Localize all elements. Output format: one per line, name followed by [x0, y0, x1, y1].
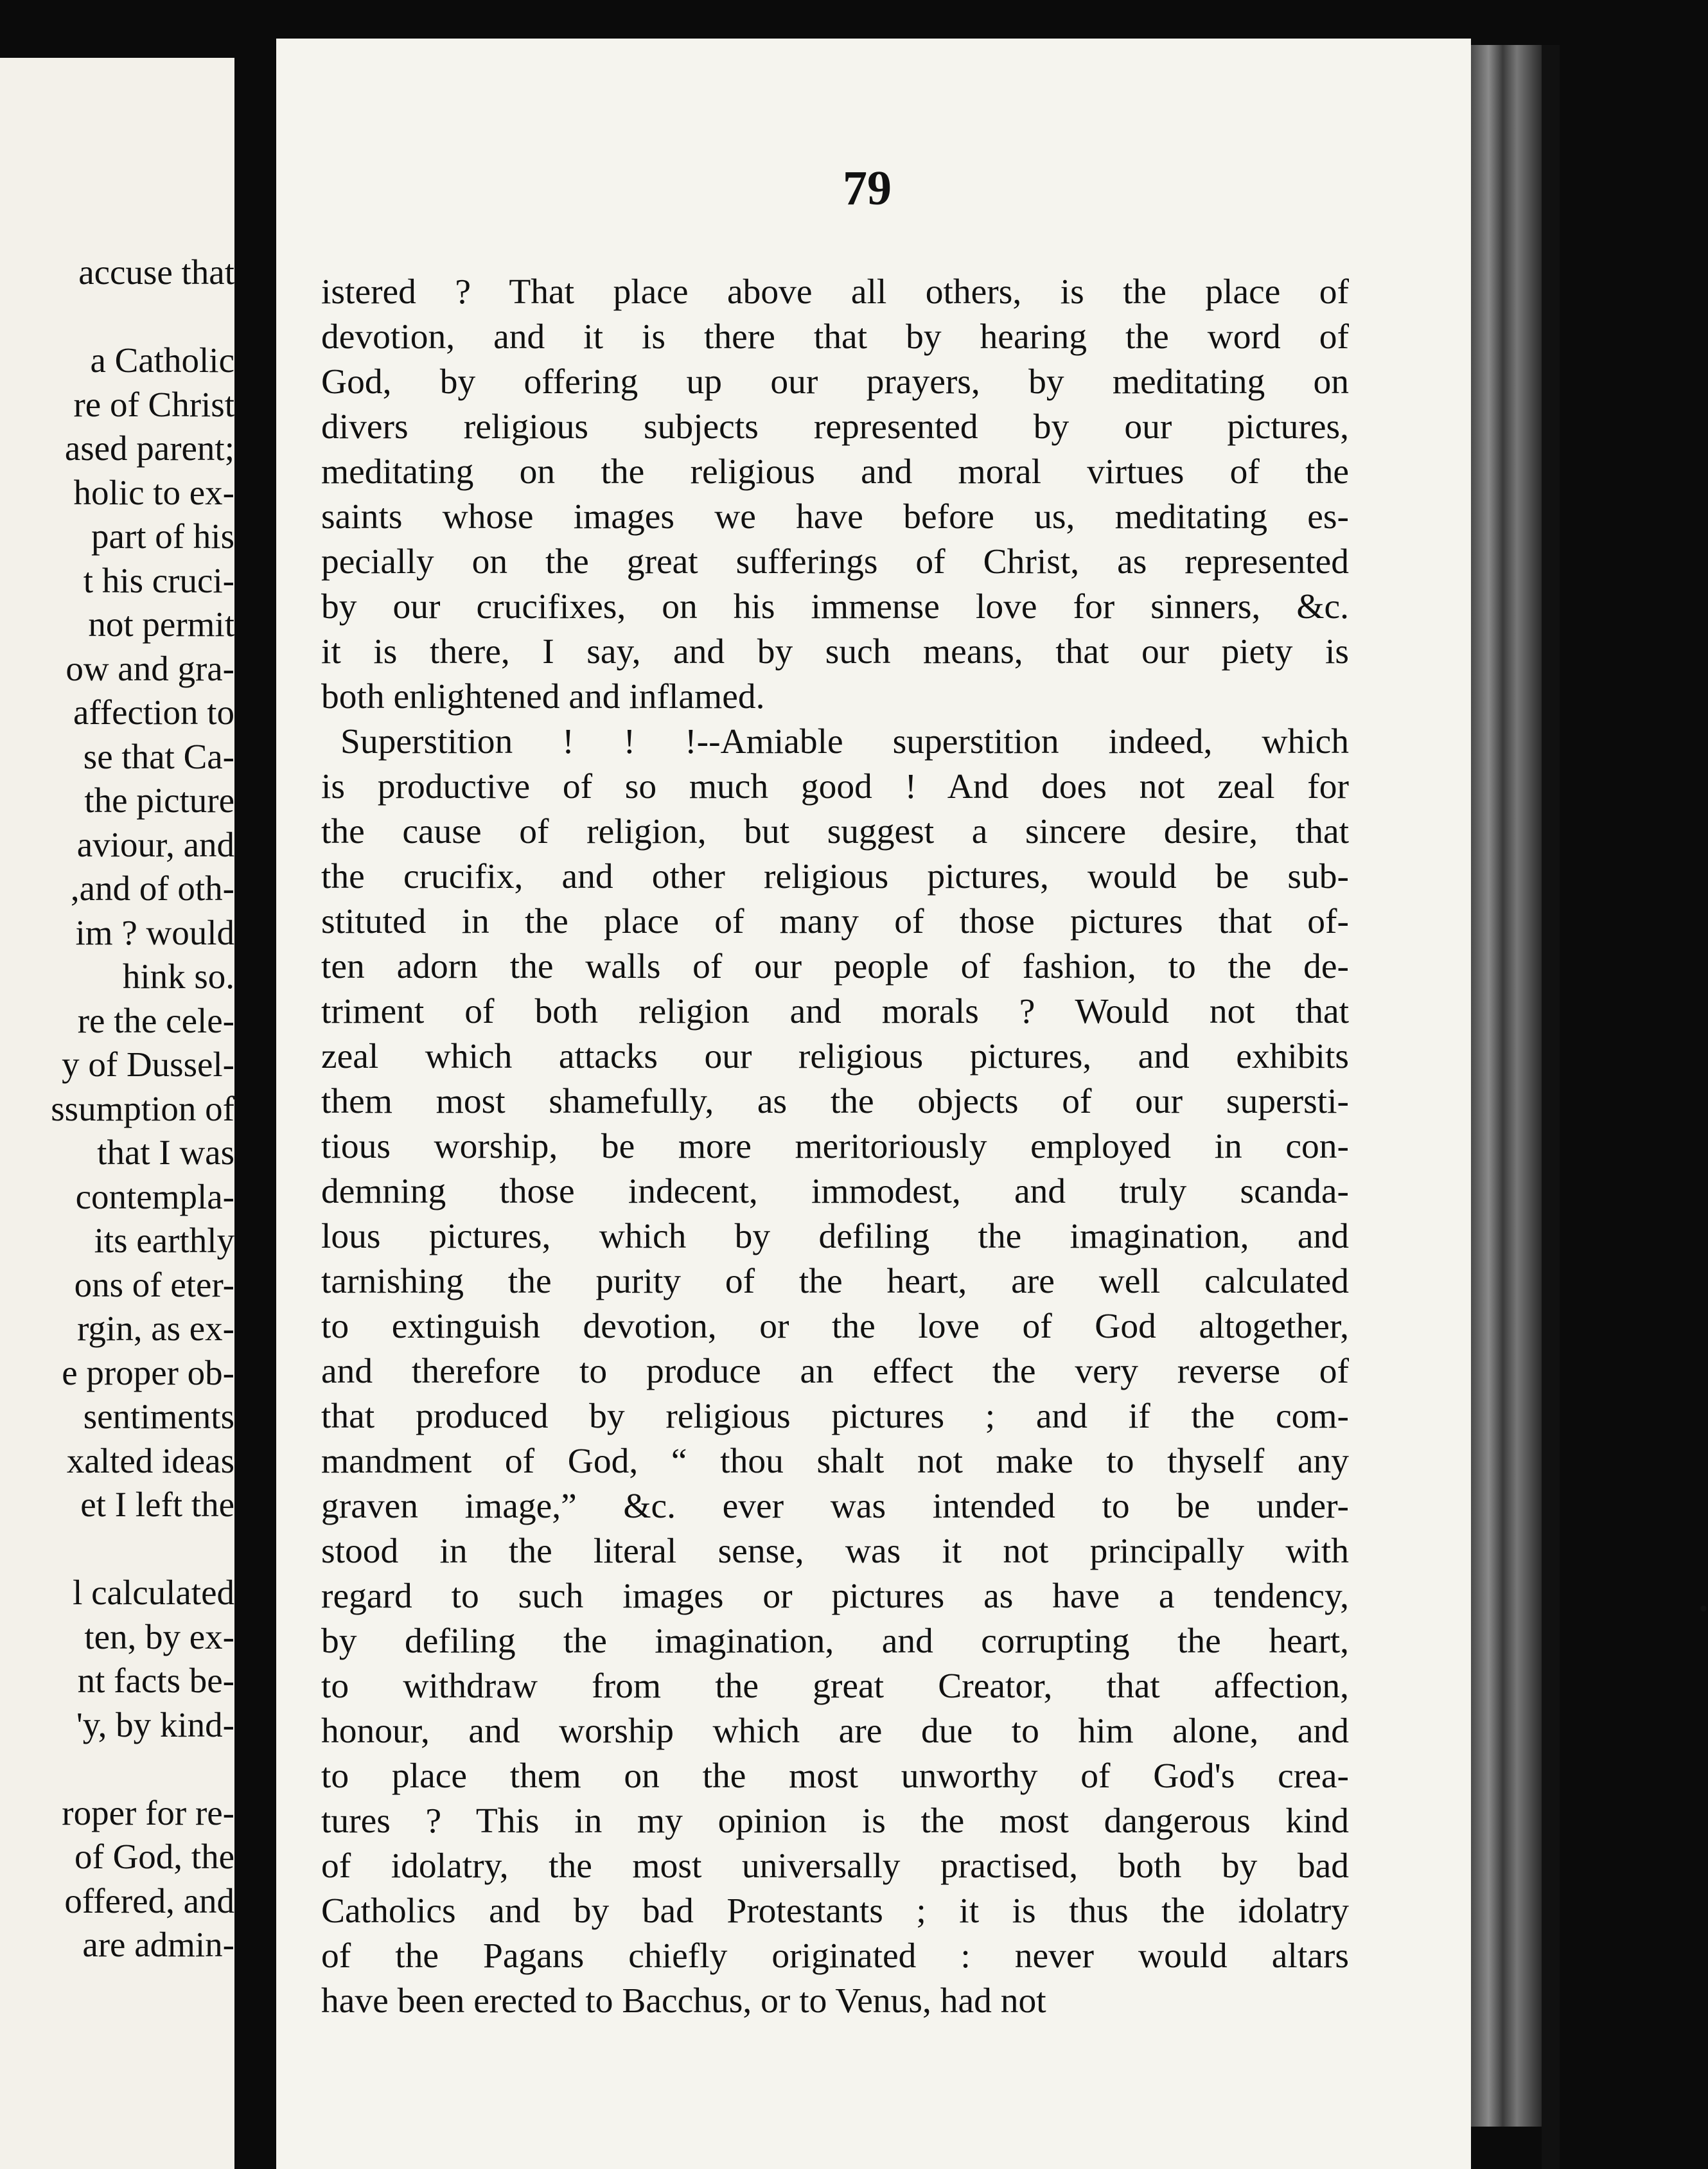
body-text-line: them most shamefully, as the objects of our supersti- [321, 1082, 1349, 1121]
left-page-line: are admin- [82, 1925, 234, 1964]
left-page-line: ow and gra- [66, 648, 234, 688]
left-page-line: xalted ideas [66, 1440, 234, 1480]
left-page-line: y of Dussel- [62, 1045, 234, 1084]
body-text-line: stituted in the place of many of those pictures that of- [321, 902, 1349, 941]
body-text-line: istered ? That place above all others, is the place of [321, 272, 1349, 312]
left-page-line: aviour, and [76, 824, 234, 864]
body-text-line: tures ? This in my opinion is the most dangerous kind [321, 1802, 1349, 1841]
body-text-line: Catholics and by bad Protestants ; it is thus the idolatry [321, 1891, 1349, 1931]
body-text-line: Superstition ! ! !--Amiable superstition indeed, which [340, 722, 1349, 761]
body-text-line: honour, and worship which are due to him alone, and [321, 1712, 1349, 1751]
margin-dot: • [1699, 1594, 1708, 1623]
left-page-line: hink so. [122, 957, 234, 996]
body-text-line: it is there, I say, and by such means, that our piety is [321, 632, 1349, 671]
body-text-line: and therefore to produce an effect the very reverse of [321, 1352, 1349, 1391]
body-text-line: to extinguish devotion, or the love of God altogether, [321, 1307, 1349, 1346]
page-edge-shadow [1471, 45, 1542, 2127]
left-page-line: that I was [97, 1133, 234, 1172]
body-text-line: stood in the literal sense, was it not principally with [321, 1532, 1349, 1571]
left-page-line: et I left the [80, 1485, 234, 1524]
body-text-line: lous pictures, which by defiling the imagination, and [321, 1217, 1349, 1256]
left-page-line: ten, by ex- [84, 1616, 234, 1656]
body-text-line: meditating on the religious and moral virtues of the [321, 452, 1349, 491]
left-page [0, 58, 234, 2169]
left-page-line: holic to ex- [73, 472, 234, 512]
page-number: 79 [843, 161, 892, 215]
left-page-line: ons of eter- [74, 1264, 234, 1304]
body-text-line: mandment of God, “ thou shalt not make to thyself any [321, 1442, 1349, 1481]
left-page-line: affection to [73, 693, 234, 732]
left-page-line: ,and of oth- [70, 869, 234, 908]
left-page-line: sentiments [83, 1397, 234, 1436]
body-text-line: by defiling the imagination, and corrupting the heart, [321, 1622, 1349, 1661]
right-page [276, 39, 1708, 2169]
left-page-line: part of his [91, 517, 234, 556]
body-text-line: ten adorn the walls of our people of fashion, to the de- [321, 947, 1349, 986]
body-text-line: is productive of so much good ! And does not zeal for [321, 767, 1349, 806]
left-page-line: l calculated [73, 1573, 234, 1612]
left-page-line: 'y, by kind- [76, 1704, 234, 1744]
left-page-line: accuse that [78, 252, 234, 292]
left-page-line: of God, the [75, 1837, 234, 1876]
body-text-line: saints whose images we have before us, meditating es- [321, 497, 1349, 536]
left-page-line: nt facts be- [77, 1661, 234, 1700]
left-page-line: se that Ca- [83, 736, 234, 776]
left-page-line: roper for re- [62, 1793, 234, 1832]
body-text-line: tarnishing the purity of the heart, are well calculated [321, 1262, 1349, 1301]
body-text-line: demning those indecent, immodest, and truly scanda- [321, 1172, 1349, 1211]
left-page-line: ssumption of [51, 1088, 234, 1128]
body-text-line: both enlightened and inflamed. [321, 677, 765, 716]
body-text-line: devotion, and it is there that by hearing the word of [321, 317, 1349, 357]
left-page-line: t his cruci- [83, 560, 234, 600]
body-text-line: tious worship, be more meritoriously employed in con- [321, 1127, 1349, 1166]
left-page-line: its earthly [94, 1221, 234, 1260]
left-page-line: offered, and [64, 1881, 234, 1920]
body-text-line: triment of both religion and morals ? Would not that [321, 992, 1349, 1031]
page-body-text [321, 270, 1349, 2024]
body-text-line: divers religious subjects represented by our pictures, [321, 407, 1349, 447]
body-text-line: graven image,” &c. ever was intended to be under- [321, 1487, 1349, 1526]
left-page-line: not permit [88, 605, 234, 644]
body-text-line: the cause of religion, but suggest a sincere desire, that [321, 812, 1349, 851]
book-gutter [234, 0, 276, 2169]
left-page-line: a Catholic [90, 341, 234, 380]
body-text-line: to place them on the most unworthy of God's crea- [321, 1757, 1349, 1796]
left-page-line: im ? would [75, 912, 234, 952]
left-page-line: ased parent; [64, 429, 234, 468]
body-text-line: that produced by religious pictures ; and if the com- [321, 1397, 1349, 1436]
left-page-line: re of Christ [73, 384, 234, 424]
body-text-line: zeal which attacks our religious pictures, and exhibits [321, 1037, 1349, 1076]
body-text-line: of the Pagans chiefly originated : never would altars [321, 1936, 1349, 1976]
body-text-line: to withdraw from the great Creator, that affection, [321, 1667, 1349, 1706]
left-page-line: e proper ob- [62, 1352, 234, 1392]
left-page-line: re the cele- [77, 1000, 234, 1040]
body-text-line: the crucifix, and other religious pictures, would be sub- [321, 857, 1349, 896]
left-page-line: contempla- [75, 1176, 234, 1216]
body-text-line: God, by offering up our prayers, by meditating on [321, 362, 1349, 402]
body-text-line: have been erected to Bacchus, or to Venus, had not [321, 1981, 1046, 2021]
body-text-line: of idolatry, the most universally practised, both by bad [321, 1846, 1349, 1886]
left-page-line: the picture [84, 781, 234, 820]
body-text-line: pecially on the great sufferings of Christ, as represented [321, 542, 1349, 581]
left-page-line: rgin, as ex- [77, 1309, 234, 1348]
body-text-line: by our crucifixes, on his immense love for sinners, &c. [321, 587, 1349, 626]
body-text-line: regard to such images or pictures as have a tendency, [321, 1577, 1349, 1616]
scan-border [1542, 45, 1560, 2169]
